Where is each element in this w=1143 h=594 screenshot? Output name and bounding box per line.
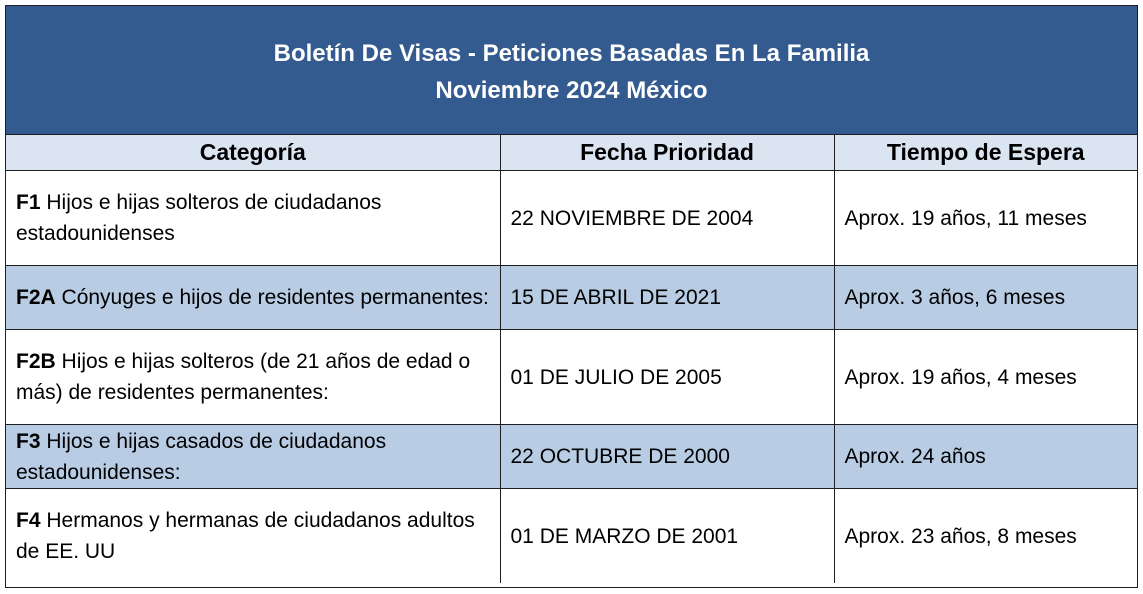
priority-date-cell: 01 DE JULIO DE 2005 <box>500 330 834 425</box>
category-cell <box>6 171 500 266</box>
visa-bulletin-table <box>5 5 1138 588</box>
title-line-1: Boletín De Visas - Peticiones Basadas En La Familia <box>273 39 870 67</box>
header-category: Categoría <box>6 135 500 171</box>
category-code: F4 <box>16 509 41 532</box>
header-wait-time: Tiempo de Espera <box>834 135 1137 171</box>
table-row <box>6 425 1137 489</box>
wait-time-cell: Aprox. 19 años, 4 meses <box>834 330 1137 425</box>
category-cell <box>6 489 500 584</box>
category-description: Cónyuges e hijos de residentes permanentes: <box>61 286 489 309</box>
header-row <box>6 135 1137 171</box>
table-row <box>6 171 1137 266</box>
category-cell <box>6 425 500 489</box>
category-description: Hermanos y hermanas de ciudadanos adultos de EE. UU <box>16 509 475 563</box>
priority-date-cell: 22 NOVIEMBRE DE 2004 <box>500 171 834 266</box>
table-row <box>6 489 1137 584</box>
title-line-2: Noviembre 2024 México <box>435 76 708 104</box>
category-code: F2A <box>16 286 56 309</box>
priority-date-cell: 01 DE MARZO DE 2001 <box>500 489 834 584</box>
priority-date-cell: 15 DE ABRIL DE 2021 <box>500 266 834 330</box>
wait-time-cell: Aprox. 24 años <box>834 425 1137 489</box>
header-priority-date: Fecha Prioridad <box>500 135 834 171</box>
category-cell <box>6 330 500 425</box>
wait-time-cell: Aprox. 3 años, 6 meses <box>834 266 1137 330</box>
category-description: Hijos e hijas casados de ciudadanos estadounidenses: <box>16 429 387 484</box>
table-row <box>6 330 1137 425</box>
table-title <box>6 6 1137 135</box>
category-code: F1 <box>16 191 41 214</box>
priority-dates-table <box>6 135 1137 583</box>
priority-date-cell: 22 OCTUBRE DE 2000 <box>500 425 834 489</box>
table-row <box>6 266 1137 330</box>
category-description: Hijos e hijas solteros de ciudadanos estadounidenses <box>16 191 382 245</box>
wait-time-cell: Aprox. 23 años, 8 meses <box>834 489 1137 584</box>
wait-time-cell: Aprox. 19 años, 11 meses <box>834 171 1137 266</box>
category-code: F2B <box>16 350 56 373</box>
category-cell <box>6 266 500 330</box>
category-description: Hijos e hijas solteros (de 21 años de edad o más) de residentes permanentes: <box>16 350 471 404</box>
category-code: F3 <box>16 429 41 453</box>
